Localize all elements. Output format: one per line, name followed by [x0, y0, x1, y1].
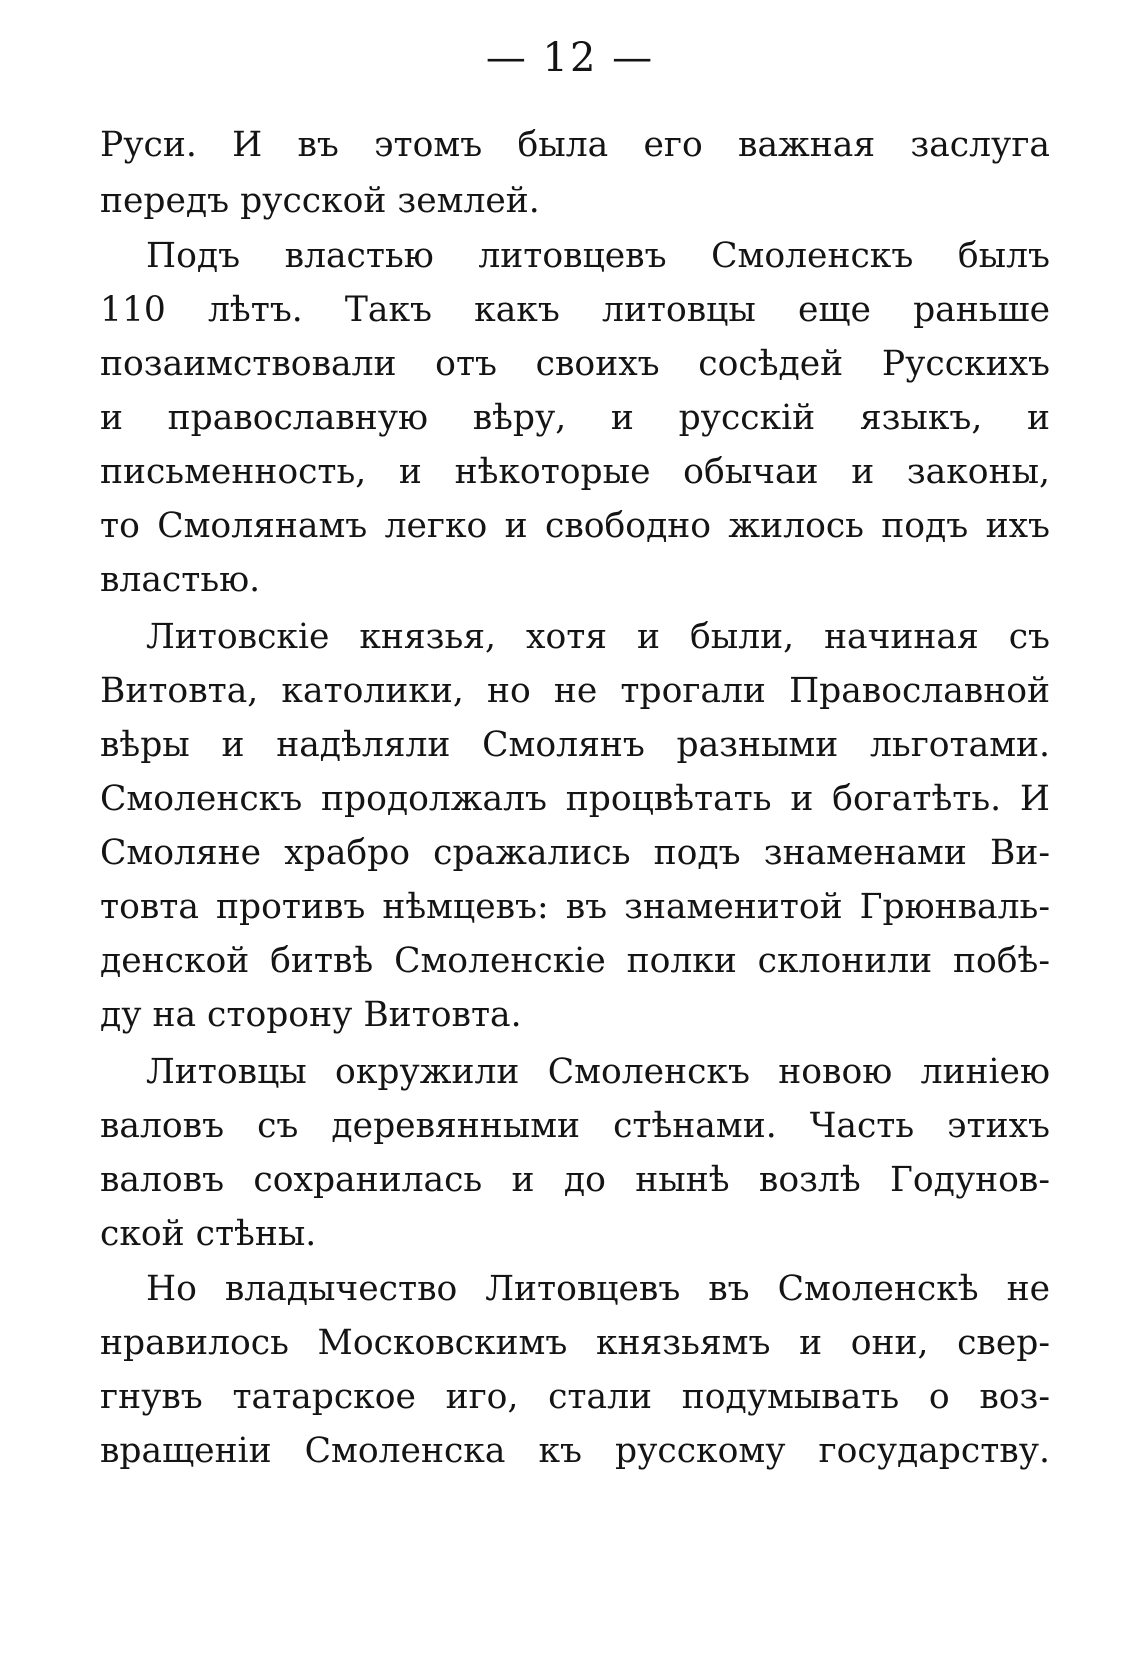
text-line: позаимствовали отъ своихъ сосѣдей Русскихъ	[100, 344, 1050, 384]
text-line: гнувъ татарское иго, стали подумывать о воз-	[100, 1377, 1050, 1417]
text-line: то Смолянамъ легко и свободно жилось подъ ихъ	[100, 506, 1050, 546]
text-line: передъ русской землей.	[100, 181, 540, 221]
text-line: ду на сторону Витовта.	[100, 995, 522, 1035]
text-line: письменность, и нѣкоторые обычаи и законы,	[100, 452, 1050, 492]
text-line: Витовта, католики, но не трогали Православной	[100, 671, 1050, 711]
text-line: Литовцы окружили Смоленскъ новою линіею	[146, 1052, 1050, 1092]
text-line: Но владычество Литовцевъ въ Смоленскѣ не	[146, 1269, 1050, 1309]
text-line: 110 лѣтъ. Такъ какъ литовцы еще раньше	[100, 290, 1050, 330]
text-line: Смоленскъ продолжалъ процвѣтать и богатѣть. И	[100, 779, 1050, 819]
text-line: ской стѣны.	[100, 1214, 317, 1254]
page-number: — 12 —	[485, 35, 655, 81]
text-line: товта противъ нѣмцевъ: въ знаменитой Грюнваль-	[100, 887, 1050, 927]
text-line: денской битвѣ Смоленскіе полки склонили побѣ-	[100, 941, 1050, 981]
text-line: властью.	[100, 560, 261, 600]
text-line: и православную вѣру, и русскій языкъ, и	[100, 398, 1050, 438]
text-line: валовъ сохранилась и до нынѣ возлѣ Годунов-	[100, 1160, 1050, 1200]
text-line: нравилось Московскимъ князьямъ и они, свер-	[100, 1323, 1050, 1363]
text-line: Руси. И въ этомъ была его важная заслуга	[100, 125, 1050, 165]
text-line: Литовскіе князья, хотя и были, начиная съ	[146, 617, 1050, 657]
text-line: вѣры и надѣляли Смолянъ разными льготами.	[100, 725, 1050, 765]
text-line: валовъ съ деревянными стѣнами. Часть этихъ	[100, 1106, 1050, 1146]
text-line: вращеніи Смоленска къ русскому государству.	[100, 1431, 1050, 1471]
text-line: Смоляне храбро сражались подъ знаменами Ви-	[100, 833, 1050, 873]
text-line: Подъ властью литовцевъ Смоленскъ былъ	[146, 236, 1050, 276]
